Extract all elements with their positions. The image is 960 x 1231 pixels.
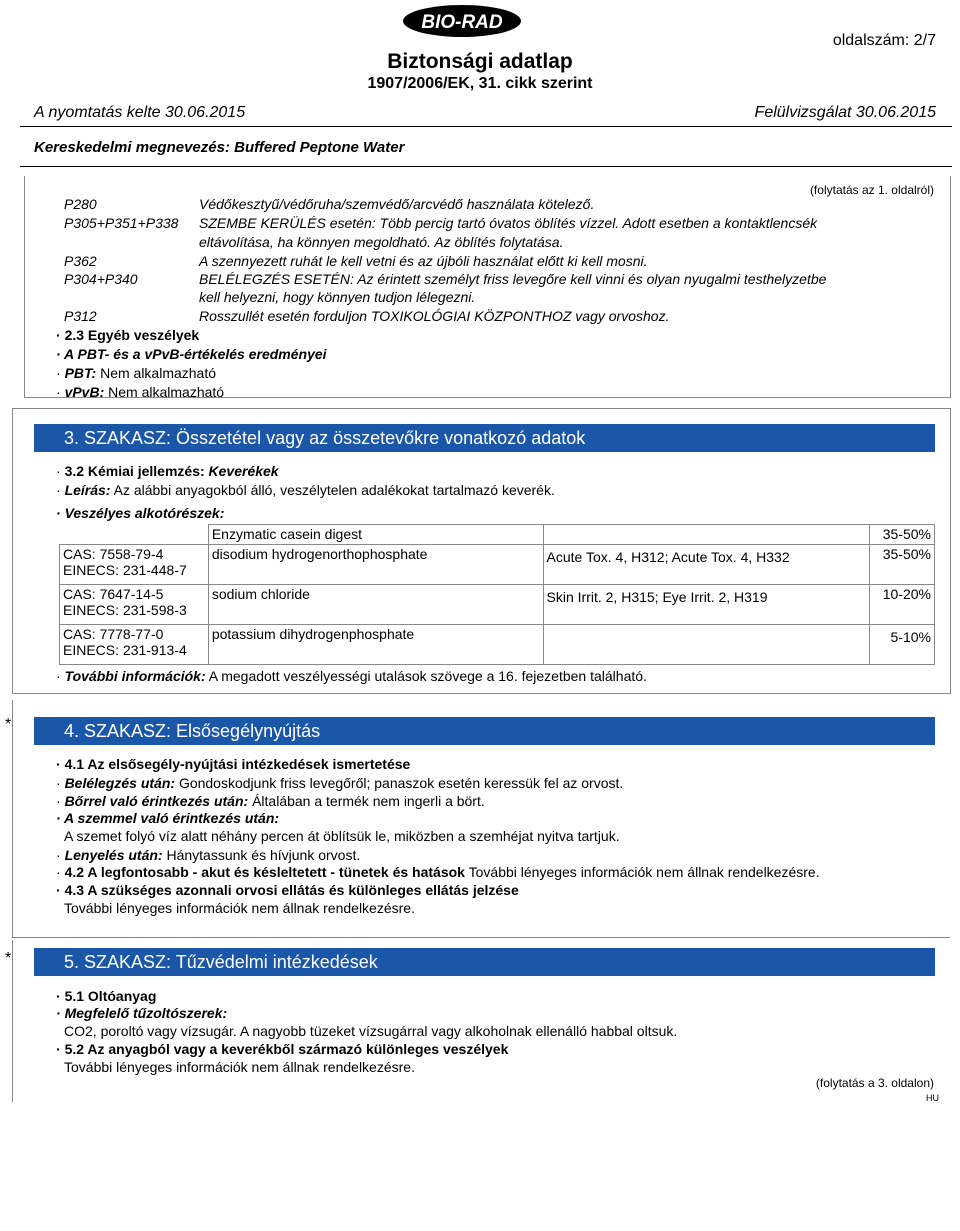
continued-from: (folytatás az 1. oldalról) (809, 183, 934, 197)
einecs-number: EINECS: 231-913-4 (63, 642, 187, 658)
component-percentage: 35-50% (870, 525, 935, 545)
component-classification: Acute Tox. 4, H312; Acute Tox. 4, H332 (543, 545, 870, 585)
bio-rad-logo (402, 4, 522, 38)
further-information: · További információk: A megadott veszélyességi utalások szövege a 16. fejezetben található. (56, 668, 647, 684)
section5-heading: 5. SZAKASZ: Tűzvédelmi intézkedések (34, 948, 935, 976)
continued-to: (folytatás a 3. oldalon) (815, 1076, 934, 1090)
other-hazards-heading: · 2.3 Egyéb veszélyek (56, 327, 200, 343)
einecs-number: EINECS: 231-448-7 (63, 562, 187, 578)
p362-code: P362 (64, 253, 97, 269)
first-aid-measures: · 4.1 Az elsősegély-nyújtási intézkedések ismertetése (56, 756, 411, 772)
p312-code: P312 (64, 308, 97, 324)
component-name: disodium hydrogenorthophosphate (208, 545, 543, 585)
cas-cell (60, 545, 209, 585)
einecs-number: EINECS: 231-598-3 (63, 602, 187, 618)
component-name: sodium chloride (208, 585, 543, 625)
after-eye-contact-text: A szemet folyó víz alatt néhány percen át öblítsük le, miközben a szemhéjat nyitva tartjuk. (64, 828, 620, 844)
p304-code: P304+P340 (64, 271, 138, 287)
p280-code: P280 (64, 196, 97, 212)
medical-attention-heading: · 4.3 A szükséges azonnali orvosi ellátás és különleges ellátás jelzése (56, 882, 519, 898)
component-classification: Skin Irrit. 2, H315; Eye Irrit. 2, H319 (543, 585, 870, 625)
section4-heading: 4. SZAKASZ: Elsősegélynyújtás (34, 717, 935, 745)
cas-number: CAS: 7647-14-5 (63, 586, 164, 602)
cas-number: CAS: 7558-79-4 (63, 546, 164, 562)
cas-cell (60, 525, 209, 545)
component-classification (543, 625, 870, 665)
section3-heading: 3. SZAKASZ: Összetétel vagy az összetevőkre vonatkozó adatok (34, 424, 935, 452)
component-percentage: 5-10% (870, 625, 935, 665)
p280-text: Védőkesztyű/védőruha/szemvédő/arcvédő használata kötelező. (199, 196, 595, 212)
p305-text-2: eltávolítása, ha könnyen megoldható. Az öblítés folytatása. (199, 234, 564, 250)
svg-text:BIO-RAD: BIO-RAD (421, 12, 503, 33)
component-percentage: 35-50% (870, 545, 935, 585)
chemical-characterization: · 3.2 Kémiai jellemzés: Keverékek (56, 463, 279, 479)
cas-cell (60, 585, 209, 625)
pbt-assessment-heading: · A PBT- és a vPvB-értékelés eredményei (56, 346, 327, 362)
header-rule (20, 126, 952, 127)
after-ingestion: · Lenyelés után: Hánytassunk és hívjunk orvost. (56, 847, 361, 863)
suitable-agents-label: · Megfelelő tűzoltószerek: (56, 1005, 228, 1021)
component-percentage: 10-20% (870, 585, 935, 625)
revision-marker: * (5, 950, 12, 967)
table-row (60, 625, 935, 665)
p312-text: Rosszullét esetén forduljon TOXIKOLÓGIAI KÖZPONTHOZ vagy orvoshoz. (199, 308, 670, 324)
vpvb-line: · vPvB: Nem alkalmazható (56, 384, 225, 400)
dangerous-components-label: · Veszélyes alkotórészek: (56, 505, 225, 521)
document-title: Biztonsági adatlap (387, 50, 573, 73)
language-code: HU (926, 1093, 939, 1103)
p305-code: P305+P351+P338 (64, 215, 179, 231)
p304-text: BELÉLEGZÉS ESETÉN: Az érintett személyt friss levegőre kell vinni és olyan nyugalmi testhelyzetbe (199, 271, 827, 287)
after-eye-contact-label: · A szemmel való érintkezés után: (56, 810, 280, 826)
special-hazards-text: További lényeges információk nem állnak rendelkezésre. (64, 1059, 415, 1075)
p304-text-2: kell helyezni, hogy könnyen tudjon lélegezni. (199, 289, 476, 305)
symptoms-effects: · 4.2 A legfontosabb - akut és késleltetett - tünetek és hatások További lényeges információk nem állnak rendelkezésre. (56, 864, 820, 880)
after-inhalation: · Belélegzés után: Gondoskodjunk friss levegőről; panaszok esetén keressük fel az orvost. (56, 775, 624, 791)
table-row (60, 585, 935, 625)
page-number: oldalszám: 2/7 (832, 32, 936, 49)
component-name: Enzymatic casein digest (208, 525, 543, 545)
special-hazards-heading: · 5.2 Az anyagból vagy a keverékből származó különleges veszélyek (56, 1041, 509, 1057)
after-skin-contact: · Bőrrel való érintkezés után: Általában a termék nem ingerli a bört. (56, 793, 485, 809)
p305-text: SZEMBE KERÜLÉS esetén: Több percig tartó óvatos öblítés vízzel. Adott esetben a kontaktlencsék (199, 215, 818, 231)
pbt-line: · PBT: Nem alkalmazható (56, 365, 217, 381)
medical-attention-text: További lényeges információk nem állnak rendelkezésre. (64, 900, 415, 916)
components-table (59, 524, 935, 665)
print-date: A nyomtatás kelte 30.06.2015 (34, 104, 246, 121)
cas-number: CAS: 7778-77-0 (63, 626, 164, 642)
table-row (60, 525, 935, 545)
header-rule-2 (20, 166, 952, 167)
p362-text: A szennyezett ruhát le kell vetni és az újbóli használat előtt ki kell mosni. (199, 253, 648, 269)
description-line: · Leírás: Az alábbi anyagokból álló, veszélytelen adalékokat tartalmazó keverék. (56, 482, 555, 498)
table-row (60, 545, 935, 585)
component-name: potassium dihydrogenphosphate (208, 625, 543, 665)
trade-name: Kereskedelmi megnevezés: Buffered Peptone Water (34, 139, 405, 156)
document-subtitle: 1907/2006/EK, 31. cikk szerint (367, 75, 593, 92)
extinguishing-media: · 5.1 Oltóanyag (56, 988, 157, 1004)
revision-date: Felülvizsgálat 30.06.2015 (754, 104, 936, 121)
suitable-agents-text: CO2, poroltó vagy vízsugár. A nagyobb tüzeket vízsugárral vagy alkoholnak ellenálló habbal oltsuk. (64, 1023, 678, 1039)
cas-cell (60, 625, 209, 665)
component-classification (543, 525, 870, 545)
revision-marker: * (5, 716, 12, 733)
